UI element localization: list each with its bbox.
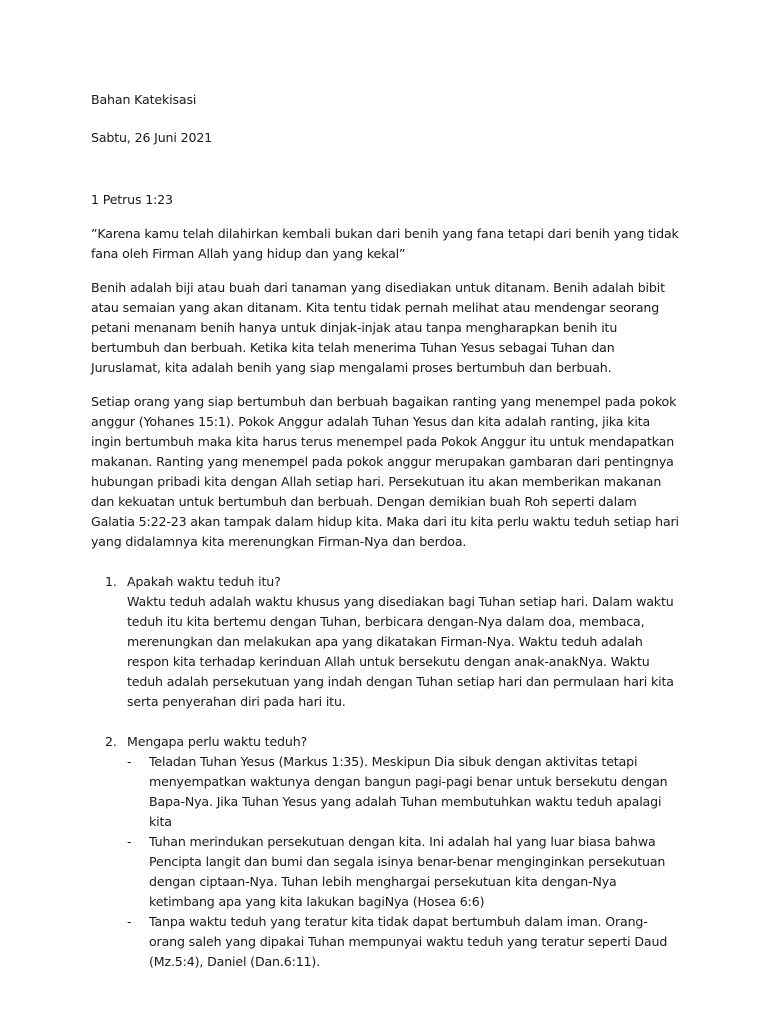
- verse-quote: ”Karena kamu telah dilahirkan kembali bukan dari benih yang fana tetapi dari benih yang tidak fana oleh Firman Allah yang hidup dan yang kekal”: [91, 226, 679, 261]
- reasons-list: [127, 752, 683, 972]
- question-number: 1.: [105, 574, 117, 589]
- dash-bullet: -: [127, 754, 132, 769]
- reason-text: Tanpa waktu teduh yang teratur kita tidak dapat bertumbuh dalam iman. Orang-orang saleh yang dipakai Tuhan mempunyai waktu teduh yang teratur seperti Daud (Mz.5:4), Daniel (Dan.6:11).: [149, 914, 668, 969]
- list-item: [127, 832, 683, 912]
- reason-text: Teladan Tuhan Yesus (Markus 1:35). Meskipun Dia sibuk dengan aktivitas tetapi menyempatkan waktunya dengan bangun pagi-pagi benar untuk bersekutu dengan Bapa-Nya. Jika Tuhan Yesus yang adalah Tuhan membutuhkan waktu teduh apalagi kita: [149, 754, 668, 829]
- question-item: [91, 732, 683, 972]
- document-page: [91, 90, 683, 972]
- question-title: Mengapa perlu waktu teduh?: [127, 734, 308, 749]
- verse-reference: 1 Petrus 1:23: [91, 192, 173, 207]
- document-date: Sabtu, 26 Juni 2021: [91, 130, 213, 145]
- list-item: [127, 752, 683, 832]
- questions-list: [91, 572, 683, 972]
- paragraph-seed: Benih adalah biji atau buah dari tanaman yang disediakan untuk ditanam. Benih adalah bibit atau semaian yang akan ditanam. Kita tentu tidak pernah melihat atau mendengar seorang petani menanam benih hanya untuk dinjak-injak atau tanpa mengharapkan benih itu bertumbuh dan berbuah. Ketika kita telah menerima Tuhan Yesus sebagai Tuhan dan Juruslamat, kita adalah benih yang siap mengalami proses bertumbuh dan berbuah.: [91, 280, 665, 375]
- list-item: [127, 912, 683, 972]
- question-title: Apakah waktu teduh itu?: [127, 574, 281, 589]
- question-answer: Waktu teduh adalah waktu khusus yang disediakan bagi Tuhan setiap hari. Dalam waktu teduh itu kita bertemu dengan Tuhan, berbicara dengan-Nya dalam doa, membaca, merenungkan dan melakukan apa yang dikatakan Firman-Nya. Waktu teduh adalah respon kita terhadap kerinduan Allah untuk bersekutu dengan anak-anakNya. Waktu teduh adalah persekutuan yang indah dengan Tuhan setiap hari dan permulaan hari kita serta penyerahan diri pada hari itu.: [127, 594, 674, 709]
- question-item: [91, 572, 683, 712]
- dash-bullet: -: [127, 914, 132, 929]
- dash-bullet: -: [127, 834, 132, 849]
- paragraph-vine: Setiap orang yang siap bertumbuh dan berbuah bagaikan ranting yang menempel pada pokok anggur (Yohanes 15:1). Pokok Anggur adalah Tuhan Yesus dan kita adalah ranting, jika kita ingin bertumbuh maka kita harus terus menempel pada Pokok Anggur itu untuk mendapatkan makanan. Ranting yang menempel pada pokok anggur merupakan gambaran dari pentingnya hubungan pribadi kita dengan Allah setiap hari. Persekutuan itu akan memberikan makanan dan kekuatan untuk bertumbuh dan berbuah. Dengan demikian buah Roh seperti dalam Galatia 5:22-23 akan tampak dalam hidup kita. Maka dari itu kita perlu waktu teduh setiap hari yang didalamnya kita merenungkan Firman-Nya dan berdoa.: [91, 394, 679, 549]
- question-number: 2.: [105, 734, 117, 749]
- reason-text: Tuhan merindukan persekutuan dengan kita. Ini adalah hal yang luar biasa bahwa Pencipta langit dan bumi dan segala isinya benar-benar menginginkan persekutuan dengan ciptaan-Nya. Tuhan lebih menghargai persekutuan kita dengan-Nya ketimbang apa yang kita lakukan bagiNya (Hosea 6:6): [149, 834, 666, 909]
- document-title: Bahan Katekisasi: [91, 92, 197, 107]
